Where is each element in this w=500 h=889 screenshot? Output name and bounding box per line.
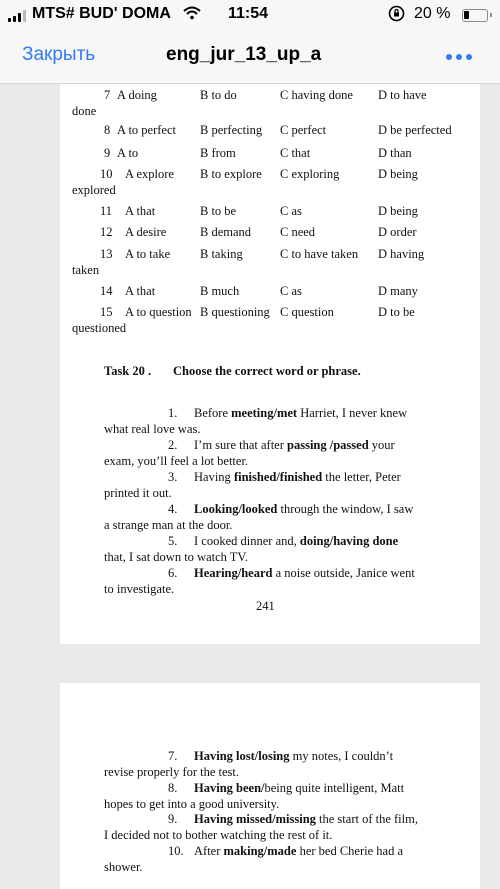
- item-choice: making/made: [223, 843, 297, 858]
- wifi-icon: [183, 6, 201, 24]
- item-continuation: a strange man at the door.: [104, 518, 233, 532]
- question-number: 7: [104, 88, 111, 102]
- item-number: 9.: [168, 812, 178, 826]
- item-number: 5.: [168, 534, 178, 548]
- option-a: A to question: [125, 305, 192, 319]
- task-item: [168, 781, 404, 796]
- task-item: [168, 438, 395, 453]
- item-number: 6.: [168, 566, 178, 580]
- task-item: [168, 844, 403, 859]
- item-choice: Having lost/losing: [194, 749, 290, 763]
- battery-icon: [462, 9, 488, 22]
- option-c: C to have taken: [280, 247, 359, 261]
- item-text-after: the start of the film,: [315, 812, 418, 826]
- page-number: 241: [256, 599, 275, 613]
- option-c: C as: [280, 204, 302, 218]
- question-number: 15: [100, 305, 113, 319]
- option-a: A that: [125, 204, 156, 218]
- battery-percent: 20 %: [414, 5, 451, 22]
- option-d: D to have: [378, 88, 427, 102]
- item-continuation: hopes to get into a good university.: [104, 796, 280, 811]
- task-heading: [104, 364, 361, 379]
- task-item: [168, 502, 413, 517]
- question-number: 11: [100, 204, 113, 218]
- item-choice: Looking/looked: [194, 502, 278, 516]
- item-text-after: my notes, I couldn’t: [289, 749, 394, 763]
- item-continuation: I decided not to bother watching the rest of it.: [104, 828, 333, 842]
- more-options-button[interactable]: [446, 54, 472, 60]
- option-b: B questioning: [200, 305, 270, 319]
- option-a: A to take: [125, 247, 171, 261]
- option-a: A that: [125, 284, 156, 298]
- option-b: B perfecting: [200, 123, 263, 137]
- item-choice: Having missed/missing: [194, 812, 316, 826]
- item-text-after: your: [368, 438, 395, 452]
- question-number: 8: [104, 123, 111, 137]
- option-c: C question: [280, 305, 334, 319]
- option-d: D being: [378, 167, 418, 181]
- item-number: 4.: [168, 502, 178, 516]
- item-number: 10.: [168, 843, 184, 858]
- task-label: Task 20 .: [104, 364, 152, 378]
- item-text-after: her bed Cherie had a: [296, 843, 403, 858]
- option-d: D order: [378, 225, 417, 239]
- question-number: 9: [104, 146, 111, 160]
- option-continuation: done: [72, 104, 97, 118]
- item-choice: passing /passed: [287, 438, 369, 452]
- item-text-after: the letter, Peter: [322, 470, 401, 484]
- question-number: 12: [100, 225, 113, 239]
- task-item: [168, 812, 418, 827]
- item-choice: meeting/met: [231, 406, 298, 420]
- orientation-lock-icon: [388, 5, 405, 27]
- option-b: B to do: [200, 88, 237, 102]
- task-item: [168, 406, 407, 421]
- signal-bars-icon: [8, 10, 26, 22]
- carrier-name: MTS# BUD' DOMA: [32, 5, 171, 22]
- question-number: 10: [100, 167, 113, 181]
- option-continuation: explored: [72, 183, 116, 197]
- option-c: C exploring: [280, 167, 340, 181]
- item-text-before: I cooked dinner and,: [194, 534, 300, 548]
- more-dot-icon: [446, 54, 452, 60]
- item-text-before: Having: [194, 470, 234, 484]
- option-b: B taking: [200, 247, 243, 261]
- item-text-after: being quite intelligent, Matt: [264, 780, 405, 795]
- option-b: B from: [200, 146, 236, 160]
- item-text-before: Before: [194, 406, 232, 420]
- option-c: C need: [280, 225, 316, 239]
- option-d: D having: [378, 247, 425, 261]
- item-continuation: what real love was.: [104, 422, 201, 436]
- question-number: 14: [100, 284, 113, 298]
- document-page-next: [60, 683, 480, 889]
- task-item: [168, 566, 415, 581]
- clock: 11:54: [228, 5, 269, 22]
- option-continuation: taken: [72, 263, 100, 277]
- item-text-before: I’m sure that after: [194, 438, 288, 452]
- item-text-after: through the window, I saw: [277, 502, 414, 516]
- item-number: 2.: [168, 438, 178, 452]
- item-continuation: shower.: [104, 859, 143, 874]
- task-item: [168, 534, 398, 549]
- item-choice: finished/finished: [233, 470, 323, 484]
- option-d: D many: [378, 284, 418, 298]
- option-a: A explore: [125, 167, 174, 181]
- item-text-before: After: [194, 843, 224, 858]
- option-a: A to perfect: [117, 123, 177, 137]
- status-bar: [0, 0, 500, 30]
- option-d: D being: [378, 204, 418, 218]
- option-a: A to: [117, 146, 139, 160]
- more-dot-icon: [456, 54, 462, 60]
- item-continuation: exam, you’ll feel a lot better.: [104, 454, 249, 468]
- document-page-241: [60, 84, 480, 644]
- option-b: B demand: [200, 225, 252, 239]
- option-d: D than: [378, 146, 412, 160]
- option-a: A doing: [117, 88, 157, 102]
- option-d: D to be: [378, 305, 415, 319]
- option-b: B to be: [200, 204, 237, 218]
- item-continuation: that, I sat down to watch TV.: [104, 550, 248, 564]
- option-c: C having done: [280, 88, 353, 102]
- item-choice: Hearing/heard: [194, 566, 273, 580]
- option-c: C perfect: [280, 123, 327, 137]
- question-number: 13: [100, 247, 113, 261]
- item-continuation: to investigate.: [104, 582, 175, 596]
- option-b: B to explore: [200, 167, 262, 181]
- navigation-bar: [0, 30, 500, 84]
- task-instruction: Choose the correct word or phrase.: [173, 364, 361, 378]
- option-a: A desire: [125, 225, 167, 239]
- item-text-after: Harriet, I never knew: [297, 406, 408, 420]
- task-item: [168, 470, 401, 485]
- item-number: 7.: [168, 749, 178, 763]
- option-d: D be perfected: [378, 123, 452, 137]
- option-continuation: questioned: [72, 321, 127, 335]
- item-choice: Having been/: [194, 780, 265, 795]
- option-c: C as: [280, 284, 302, 298]
- item-continuation: printed it out.: [104, 486, 172, 500]
- close-button[interactable]: Закрыть: [22, 44, 96, 65]
- task-item: [168, 749, 393, 764]
- more-dot-icon: [466, 54, 472, 60]
- option-c: C that: [280, 146, 311, 160]
- item-number: 1.: [168, 406, 178, 420]
- item-number: 3.: [168, 470, 178, 484]
- document-title: eng_jur_13_up_a: [166, 44, 322, 65]
- item-text-after: a noise outside, Janice went: [272, 566, 415, 580]
- item-choice: doing/having done: [299, 534, 399, 548]
- item-continuation: revise properly for the test.: [104, 765, 240, 779]
- item-number: 8.: [168, 780, 178, 795]
- option-b: B much: [200, 284, 240, 298]
